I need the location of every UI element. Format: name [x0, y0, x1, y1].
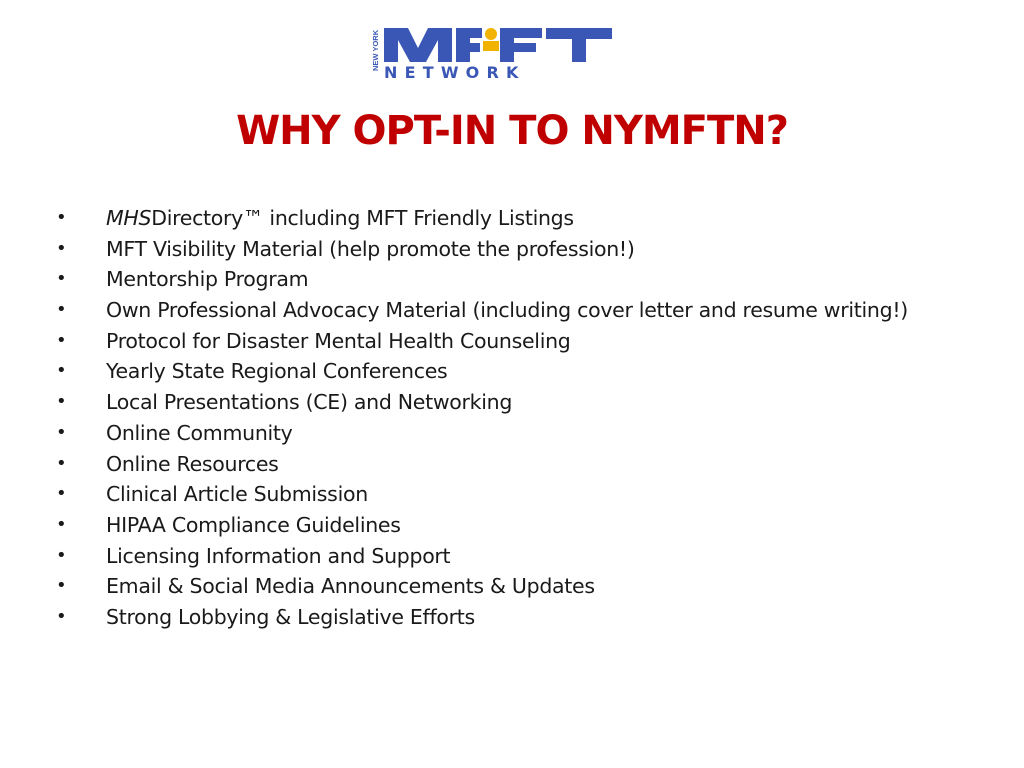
list-item-text	[106, 449, 279, 480]
list-item	[56, 356, 976, 387]
logo-network-text: NETWORK	[384, 63, 526, 80]
list-item	[56, 571, 976, 602]
list-item	[56, 449, 976, 480]
logo-figure-head	[485, 28, 497, 40]
list-item-text	[106, 479, 368, 510]
list-item	[56, 387, 976, 418]
list-item-label: Own Professional Advocacy Material (including cover letter and resume writing!)	[106, 298, 908, 323]
list-item-text	[106, 326, 571, 357]
list-item-text	[106, 356, 447, 387]
list-item	[56, 264, 976, 295]
list-item-label: MFT Visibility Material (help promote the profession!)	[106, 236, 635, 261]
logo-letter-t	[546, 28, 612, 62]
bullet-icon: •	[56, 483, 67, 505]
list-item-label: Yearly State Regional Conferences	[106, 359, 448, 384]
list-item-text	[106, 234, 635, 265]
list-item-text	[106, 571, 595, 602]
list-item	[56, 602, 976, 633]
bullet-icon: •	[56, 513, 67, 535]
list-item-text	[106, 387, 512, 418]
list-item-label: Licensing Information and Support	[106, 543, 451, 568]
bullet-icon: •	[56, 421, 67, 443]
list-item-label: Mentorship Program	[106, 267, 309, 292]
bullet-icon: •	[56, 299, 67, 321]
list-item	[56, 479, 976, 510]
list-item-text	[106, 203, 574, 234]
logo-vertical-text: NEW YORK	[371, 29, 380, 71]
list-item-text	[106, 541, 450, 572]
logo-letter-f	[500, 28, 542, 62]
bullet-icon: •	[56, 605, 67, 627]
list-item	[56, 295, 976, 326]
logo-figure-body	[483, 41, 499, 51]
list-item-italic-prefix: MHS	[106, 206, 152, 230]
list-item-text	[106, 418, 293, 449]
list-item-label: Email & Social Media Announcements & Updates	[106, 574, 595, 599]
bullet-list	[56, 203, 976, 633]
logo-letter-f-left	[456, 28, 482, 62]
bullet-icon: •	[56, 391, 67, 413]
bullet-icon: •	[56, 207, 67, 228]
list-item	[56, 234, 976, 265]
list-item-text	[106, 264, 308, 295]
bullet-icon: •	[56, 575, 67, 597]
bullet-icon: •	[56, 329, 67, 351]
bullet-icon: •	[56, 360, 67, 382]
bullet-icon: •	[56, 544, 67, 566]
list-item-label: Strong Lobbying & Legislative Efforts	[106, 604, 475, 629]
list-item	[56, 510, 976, 541]
list-item-label: Clinical Article Submission	[106, 482, 368, 507]
list-item-label: HIPAA Compliance Guidelines	[106, 512, 401, 537]
list-item-label: Protocol for Disaster Mental Health Counseling	[106, 328, 571, 353]
list-item	[56, 541, 976, 572]
logo-letter-m	[384, 28, 452, 62]
bullet-icon: •	[56, 268, 67, 290]
list-item	[56, 326, 976, 357]
list-item-text	[106, 510, 401, 541]
list-item-text	[106, 602, 475, 633]
slide-title: WHY OPT-IN TO NYMFTN?	[236, 108, 788, 154]
list-item	[56, 203, 976, 234]
bullet-icon: •	[56, 452, 67, 474]
bullet-icon: •	[56, 237, 67, 259]
list-item-text	[106, 295, 908, 326]
list-item-label: Directory™ including MFT Friendly Listings	[151, 206, 574, 230]
list-item-label: Online Community	[106, 420, 293, 445]
list-item	[56, 418, 976, 449]
list-item-label: Local Presentations (CE) and Networking	[106, 390, 513, 415]
list-item-label: Online Resources	[106, 451, 279, 476]
nymft-network-logo	[370, 26, 614, 80]
